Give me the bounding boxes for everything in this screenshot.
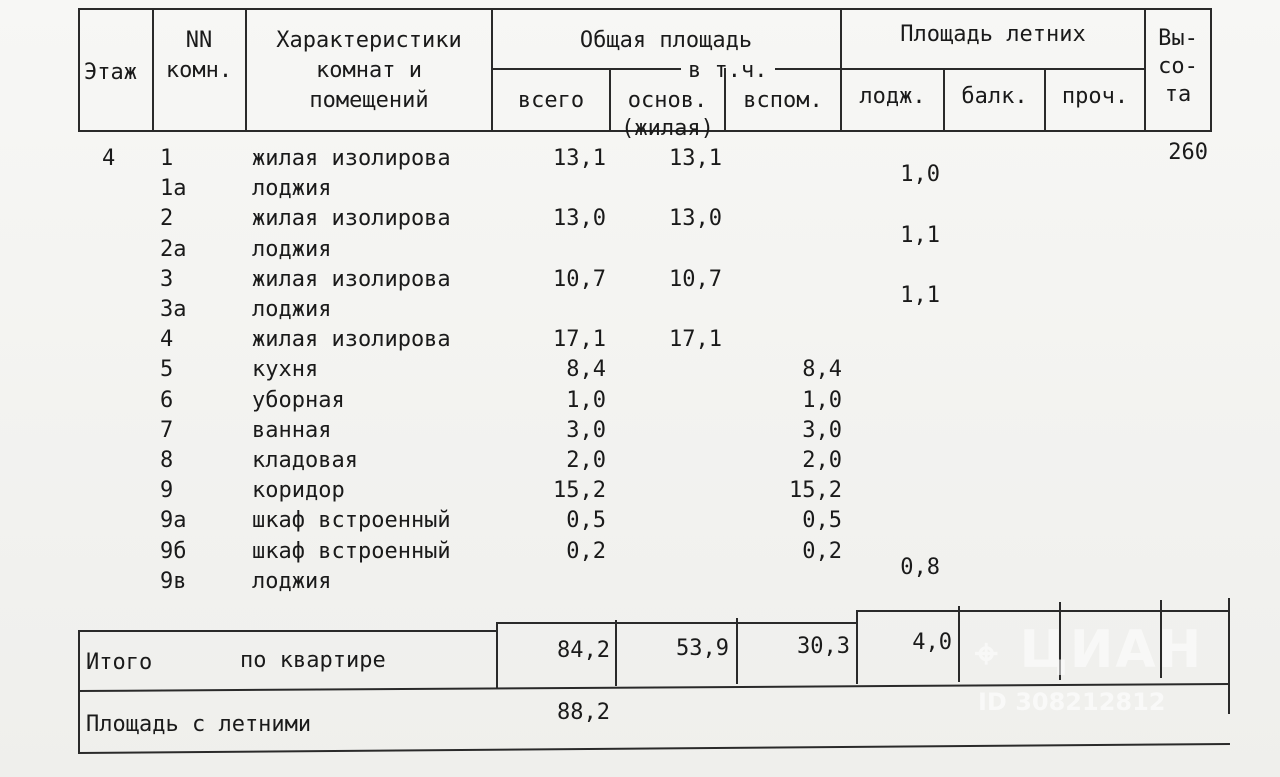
watermark-brand: [975, 620, 1203, 680]
room-main-area: 13,1: [669, 146, 722, 171]
room-aux-area: 3,0: [802, 417, 842, 443]
header-characteristics: Характеристики: [276, 28, 462, 53]
watermark-brand-text: ЦИАН: [1019, 620, 1204, 680]
header-floor: Этаж: [84, 60, 137, 85]
room-main-area: 10,7: [669, 266, 722, 292]
room-aux-area: 0,5: [802, 508, 842, 534]
room-name: кладовая: [252, 448, 358, 473]
header-aux: вспом.: [743, 88, 823, 113]
room-total-area: 15,2: [553, 478, 606, 504]
room-total-area: 8,4: [566, 357, 606, 383]
room-total-area: 0,2: [566, 538, 606, 564]
room-name: кухня: [252, 357, 319, 383]
room-name: ванная: [252, 417, 332, 443]
summer-total-value: 88,2: [557, 700, 610, 725]
header-total-area: Общая площадь: [579, 28, 753, 53]
room-total-area: 1,0: [566, 387, 606, 413]
room-number: 5: [160, 357, 174, 383]
room-aux-area: 1,0: [802, 387, 842, 413]
header-summer-area: Площадь летних: [900, 22, 1086, 47]
totals-border: [958, 606, 960, 682]
totals-border: [1228, 598, 1230, 714]
header-divider: [491, 68, 681, 70]
room-aux-area: 15,2: [789, 478, 842, 504]
room-number: 6: [160, 387, 174, 413]
header-height: со-: [1158, 54, 1198, 79]
room-loggia-area: 1,1: [900, 283, 940, 308]
totals-border: [78, 630, 80, 754]
room-aux-area: 0,2: [802, 538, 842, 564]
room-main-area: 13,0: [669, 206, 722, 232]
room-name: жилая изолирова: [252, 146, 451, 171]
room-number: 4: [160, 327, 174, 353]
watermark-id: ID 308212812: [978, 688, 1166, 716]
totals-all: 84,2: [557, 638, 610, 663]
header-divider: [775, 68, 842, 70]
room-total-area: 2,0: [566, 448, 606, 473]
room-number: 3: [160, 266, 174, 292]
room-total-area: 13,0: [553, 206, 606, 232]
room-main-area: 17,1: [669, 327, 722, 353]
room-total-area: 13,1: [553, 146, 606, 171]
room-number: 1а: [160, 176, 187, 202]
room-number: 9: [160, 478, 174, 504]
header-loggia: лодж.: [859, 84, 926, 109]
room-number: 1: [160, 146, 174, 171]
room-name: лоджия: [252, 236, 332, 262]
room-name: жилая изолирова: [252, 327, 451, 353]
room-aux-area: 2,0: [802, 448, 842, 473]
header-balcony: балк.: [961, 84, 1028, 109]
totals-main: 53,9: [676, 636, 729, 661]
totals-label: по квартире: [240, 648, 386, 673]
room-name: жилая изолирова: [252, 266, 451, 292]
header-room-no: комн.: [165, 58, 233, 83]
room-name: лоджия: [252, 568, 332, 594]
header-living: (жилая): [621, 116, 714, 141]
location-pin-icon: ⌖: [975, 631, 1000, 677]
room-total-area: 3,0: [566, 417, 606, 443]
room-number: 7: [160, 417, 174, 443]
room-name: уборная: [252, 387, 345, 413]
room-number: 2: [160, 206, 174, 232]
room-number: 3а: [160, 297, 187, 322]
header-all: всего: [517, 88, 585, 113]
room-total-area: 17,1: [553, 327, 606, 353]
room-name: шкаф встроенный: [252, 538, 451, 564]
room-loggia-area: 0,8: [900, 554, 940, 580]
totals-border: [856, 610, 1228, 612]
header-including: в т.ч.: [688, 58, 768, 83]
room-aux-area: 8,4: [802, 357, 842, 383]
room-total-area: 10,7: [553, 266, 606, 292]
header-main: основ.: [627, 88, 708, 113]
header-divider: [840, 68, 1146, 70]
header-other: проч.: [1061, 84, 1129, 109]
room-name: жилая изолирова: [252, 206, 451, 232]
room-loggia-area: 1,1: [900, 222, 940, 248]
totals-aux: 30,3: [797, 634, 850, 659]
room-loggia-area: 1,0: [900, 162, 940, 188]
totals-border: [78, 743, 1230, 754]
floor-value: 4: [102, 146, 116, 171]
totals-border: [78, 630, 498, 632]
room-name: лоджия: [252, 176, 332, 202]
height-value: 260: [1168, 140, 1208, 165]
room-total-area: 0,5: [566, 508, 606, 534]
header-height: та: [1164, 82, 1192, 107]
header-characteristics: помещений: [309, 88, 429, 113]
totals-border: [496, 622, 858, 624]
header-divider: [245, 8, 247, 132]
room-number: 2а: [160, 236, 187, 262]
room-name: шкаф встроенный: [252, 508, 451, 534]
room-name: лоджия: [252, 297, 332, 322]
totals-loggia: 4,0: [912, 630, 952, 655]
header-characteristics: комнат и: [316, 58, 422, 83]
room-number: 9б: [160, 538, 187, 564]
room-number: 9в: [160, 568, 187, 594]
header-height: Вы-: [1158, 26, 1198, 51]
totals-label: Итого: [86, 650, 153, 675]
header-nn: NN: [185, 28, 213, 53]
room-number: 9а: [160, 508, 187, 534]
room-number: 8: [160, 448, 174, 473]
room-name: коридор: [252, 478, 345, 504]
summer-total-label: Площадь с летними: [86, 712, 312, 737]
